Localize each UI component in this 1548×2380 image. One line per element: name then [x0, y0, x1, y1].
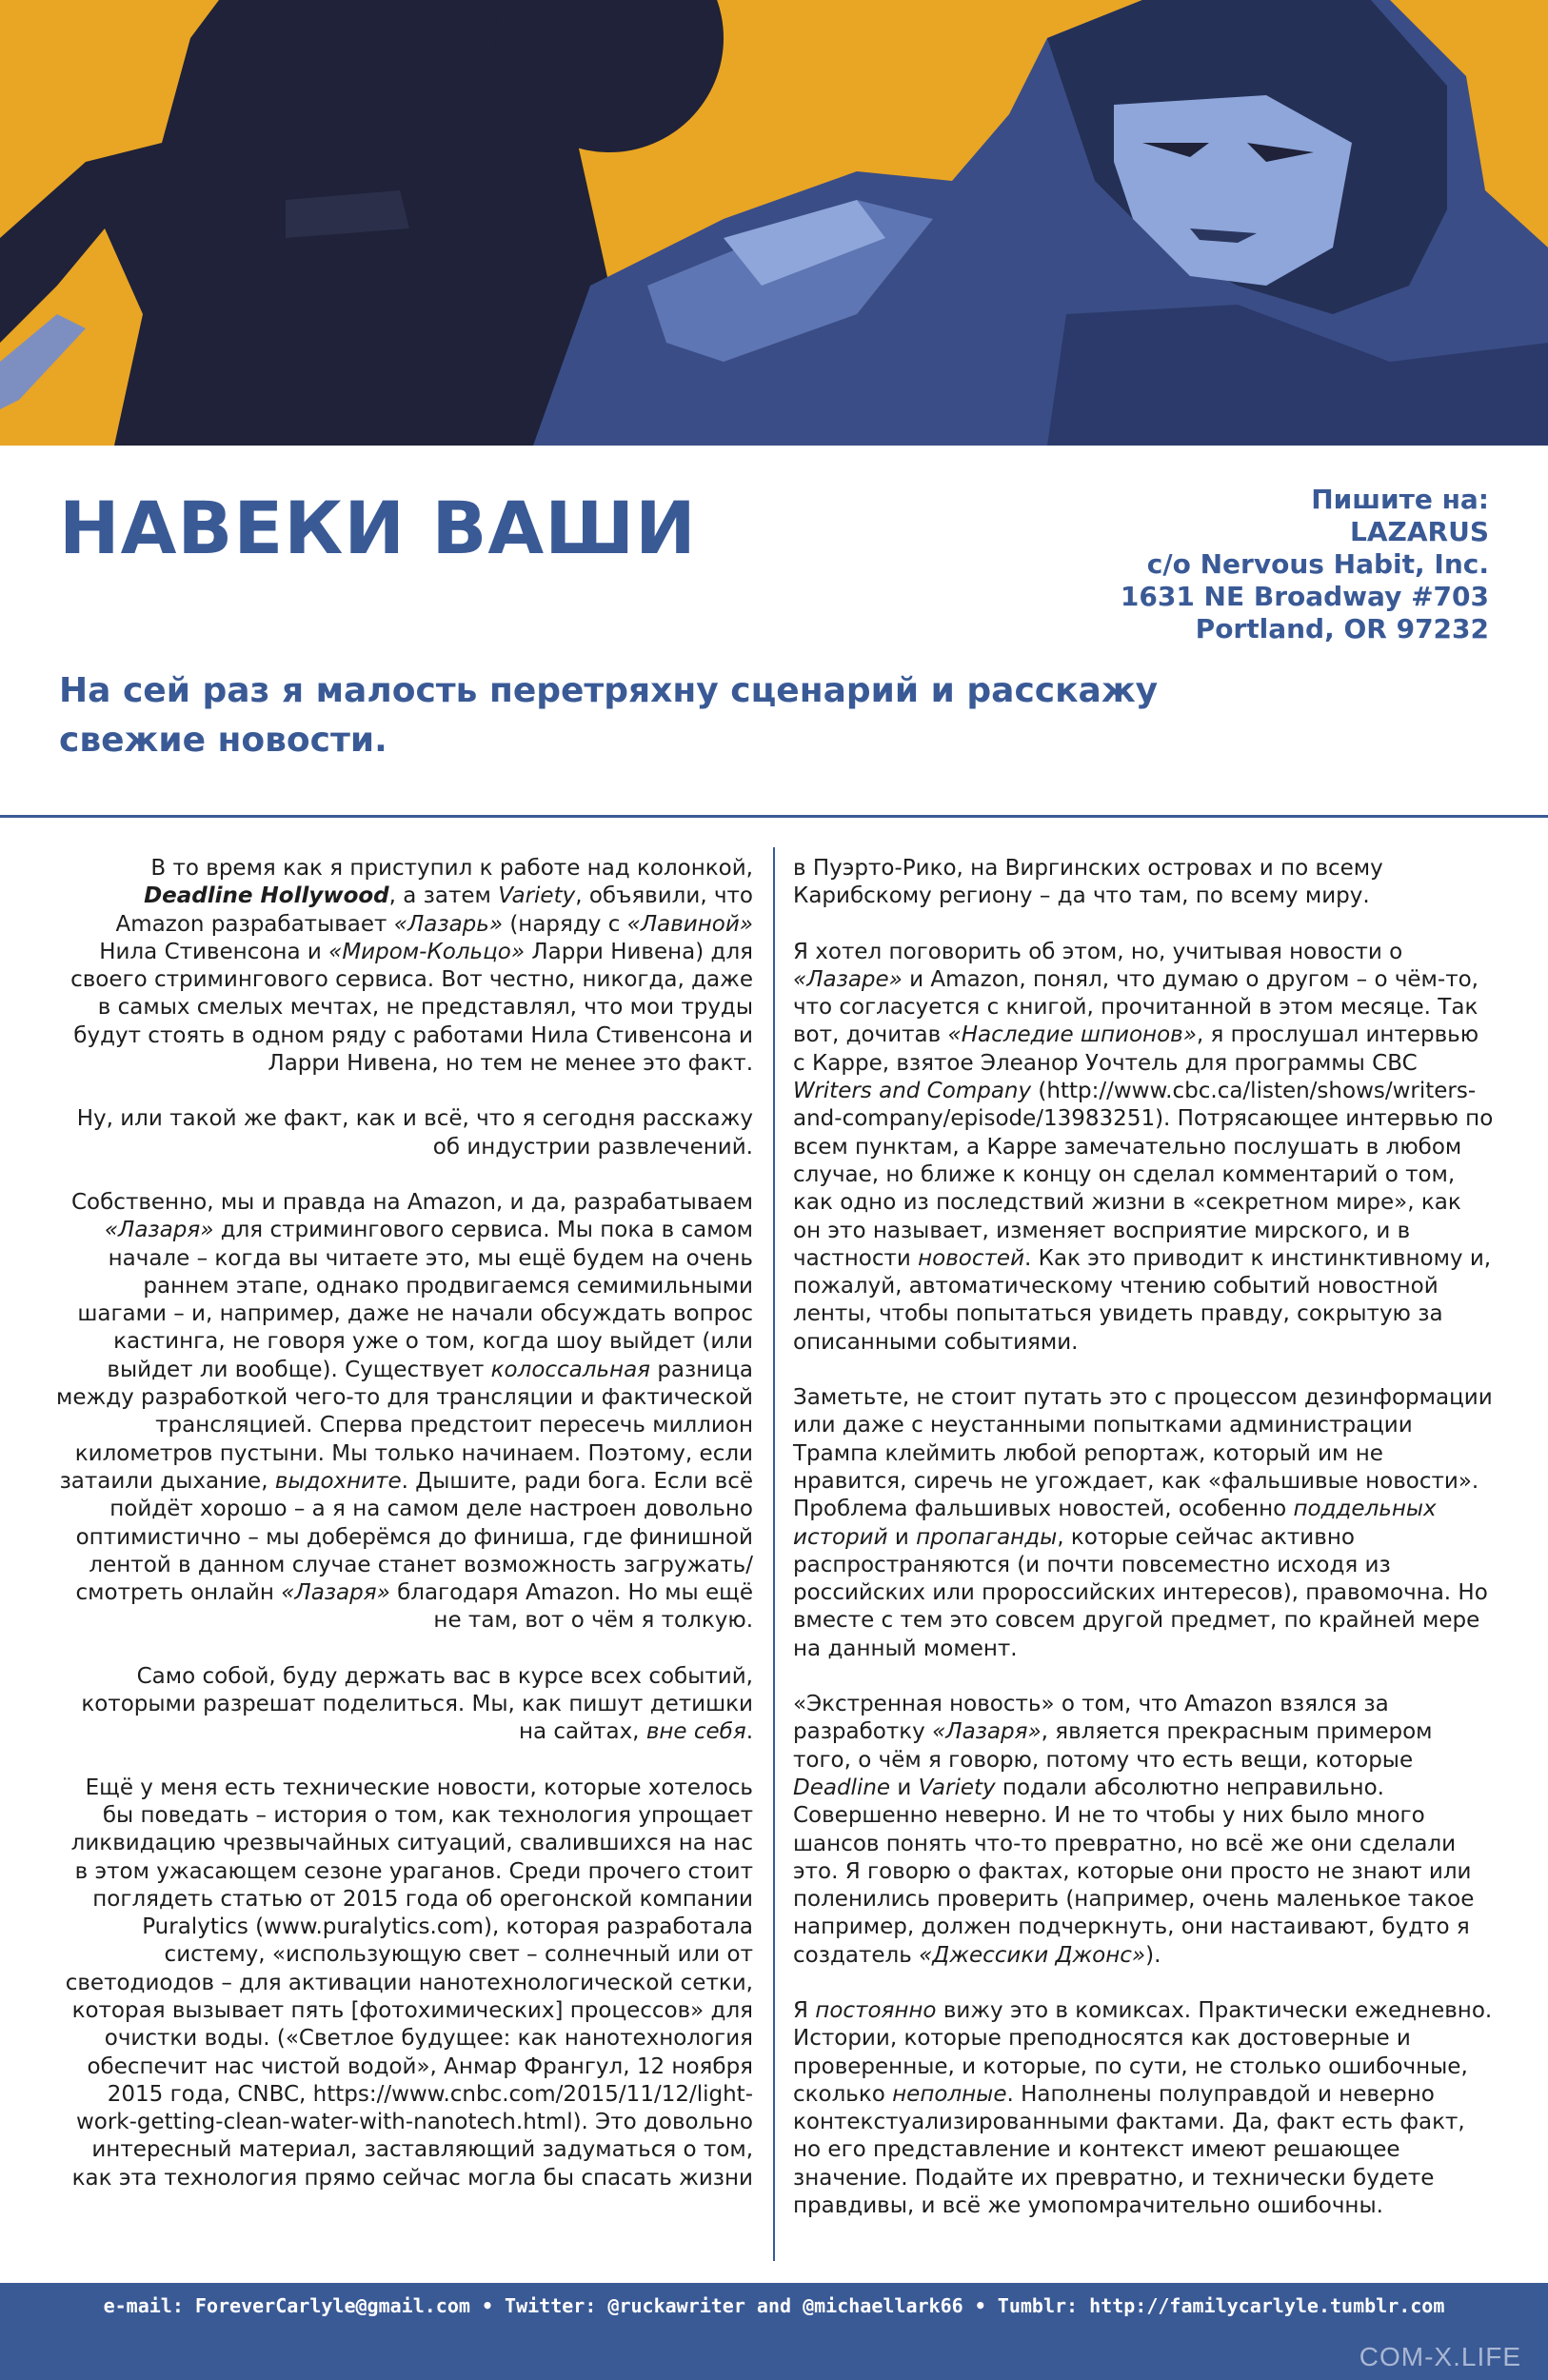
paragraph: Я хотел поговорить об этом, но, учитывая новости о «Лазаре» и Amazon, понял, что думаю о другом – о чём-то, что согласуется с книгой, прочитанной в этом месяце. Так вот, дочитав «Наследие шпионов», я прослушал интервью с Карре, взятое Элеанор Уочтель для программы CBC Writers and Company (http://www.cbc.ca/listen/shows/writers-and-company/episode/13983251). Потрясающее интервью по всем пунктам, а Карре замечательно послушать в любом случае, но ближе к концу он сделал комментарий о том, как одно из последствий жизни в «секретном мире», как он это называет, изменяет восприятие мирского, и в частности новостей. Как это приводит к инстинктивному и, пожалуй, автоматическому чтению событий новостной ленты, чтобы попытаться увидеть правду, сокрытую за описанными событиями.	[793, 939, 1494, 1355]
comic-artwork-illustration	[0, 0, 1548, 446]
footer-bar	[0, 2283, 1548, 2380]
paragraph: Ещё у меня есть технические новости, которые хотелось бы поведать – история о том, как технология упрощает ликвидацию чрезвычайных ситуаций, свалившихся на нас в этом ужасающем сезоне ураганов. Среди прочего стоит поглядеть статью от 2015 года об орегонской компании Puralytics (www.puralytics.com), которая разработала систему, «использующую свет – солнечный или от светодиодов – для активации нанотехнологической сетки, которая вызывает пять [фотохимических] процессов» для очистки воды. («Светлое будущее: как нанотехнология обеспечит нас чистой водой», Анмар Франгул, 12 ноября 2015 года, CNBC, https://www.cnbc.com/2015/11/12/light-work-getting-clean-water-with-nanotech.html). Это довольно интересный материал, заставляющий задуматься о том, как эта технология прямо сейчас могла бы спасать жизни	[65, 1775, 753, 2191]
address-line: Portland, OR 97232	[1195, 613, 1489, 645]
address-line: 1631 NE Broadway #703	[1120, 581, 1489, 612]
paragraph: Заметьте, не стоит путать это с процессом дезинформации или даже с неустанными попытками администрации Трампа клеймить любой репортаж, который им не нравится, сиречь не угождает, как «фальшивые новости». Проблема фальшивых новостей, особенно поддельных историй и пропаганды, которые сейчас активно распространяются (и почти повсеместно исходя из российских или пророссийских интересов), правомочна. Но вместе с тем это совсем другой предмет, по крайней мере на данный момент.	[793, 1385, 1493, 1661]
comic-artwork-banner	[0, 0, 1548, 446]
header-divider	[0, 815, 1548, 818]
watermark: COM-X.LIFE	[1359, 2342, 1521, 2371]
paragraph: Я постоянно вижу это в комиксах. Практически ежедневно. Истории, которые преподносятся как достоверные и проверенные, и которые, по сути, не столько ошибочные, сколько неполные. Наполнены полуправдой и неверно контекстуализированными фактами. Да, факт есть факт, но его представление и контекст имеют решающее значение. Подайте их превратно, и технически будете правдивы, и всё же умопомрачительно ошибочны.	[793, 1997, 1493, 2219]
column-divider	[773, 847, 775, 2261]
paragraph: Собственно, мы и правда на Amazon, и да, разрабатываем «Лазаря» для стримингового сервиса. Мы пока в самом начале – когда вы читаете это, мы ещё будем на очень раннем этапе, однако продвигаемся семимильными шагами – и, например, даже не начали обсуждать вопрос кастинга, не говоря уже о том, когда шоу выйдет (или выйдет ли вообще). Существует колоссальная разница между разработкой чего-то для трансляции и фактической трансляцией. Сперва предстоит пересечь миллион километров пустыни. Мы только начинаем. Поэтому, если затаили дыхание, выдохните. Дышите, ради бога. Если всё пойдёт хорошо – а я на самом деле настроен довольно оптимистично – мы доберёмся до финиша, где финишной лентой в данном случае станет возможность загружать/смотреть онлайн «Лазаря» благодаря Amazon. Но мы ещё не там, вот о чём я толкую.	[56, 1189, 753, 1634]
mailing-address	[994, 484, 1489, 645]
paragraph: В то время как я приступил к работе над колонкой, Deadline Hollywood, а затем Variety, объявили, что Amazon разрабатывает «Лазарь» (наряду с «Лавиной» Нила Стивенсона и «Миром-Кольцо» Ларри Нивена) для своего стримингового сервиса. Вот честно, никогда, даже в самых смелых мечтах, не представлял, что мои труды будут стоять в одном ряду с работами Нила Стивенсона и Ларри Нивена, но тем не менее это факт.	[70, 856, 753, 1077]
article-subtitle: На сей раз я малость перетряхну сценарий и расскажу свежие новости.	[59, 671, 1159, 760]
paragraph: Ну, или такой же факт, как и всё, что я сегодня расскажу об индустрии развлечений.	[76, 1106, 753, 1160]
article-column-left	[55, 855, 753, 2220]
paragraph: «Экстренная новость» о том, что Amazon взялся за разработку «Лазаря», является прекрасным примером того, о чём я говорю, потому что есть вещи, которые Deadline и Variety подали абсолютно неправильно. Совершенно неверно. И не то чтобы у них было много шансов понять что-то превратно, но всё же они сделали это. Я говорю о фактах, которые они просто не знают или поленились проверить (например, очень маленькое такое например, должен подчеркнуть, они настаивают, будто я создатель «Джессики Джонс»).	[793, 1692, 1475, 1968]
article-column-right	[793, 855, 1494, 2248]
paragraph: Само собой, буду держать вас в курсе всех событий, которыми разрешат поделиться. Мы, как пишут детишки на сайтах, вне себя.	[81, 1663, 753, 1745]
paragraph: в Пуэрто-Рико, на Виргинских островах и по всему Карибскому региону – да что там, по всему миру.	[793, 856, 1383, 909]
address-line: Пишите на:	[1311, 484, 1489, 515]
page-title: НАВЕКИ ВАШИ	[59, 486, 697, 570]
footer-contacts: e-mail: ForeverCarlyle@gmail.com • Twitter: @ruckawriter and @michaellark66 • Tumblr: http://familycarlyle.tumblr.com	[103, 2294, 1445, 2317]
address-line: LAZARUS	[1350, 516, 1489, 547]
address-line: c/o Nervous Habit, Inc.	[1146, 548, 1489, 580]
